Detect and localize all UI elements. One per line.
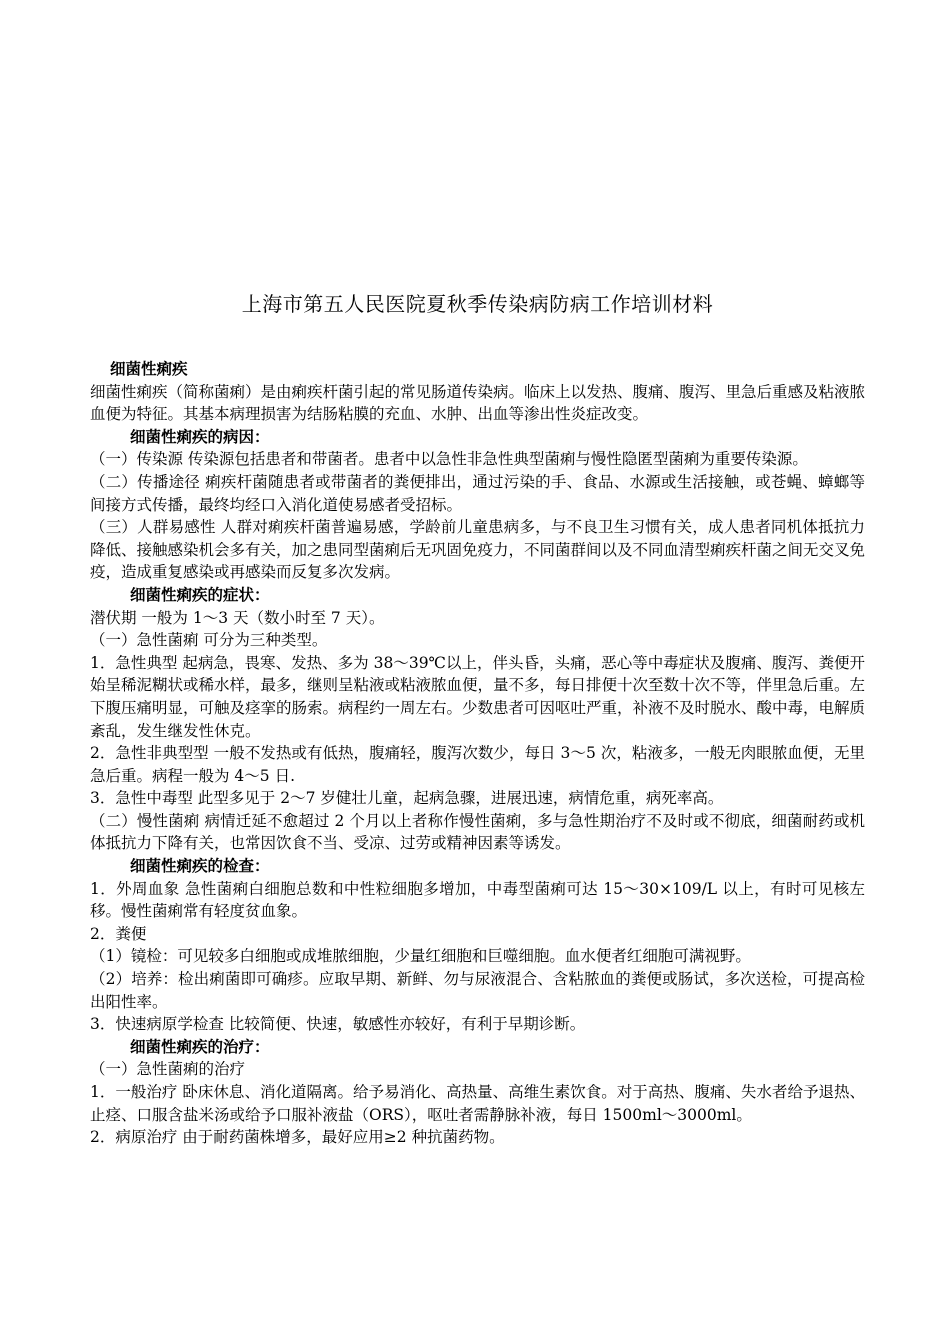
paragraph: （1）镜检：可见较多白细胞或成堆脓细胞，少量红细胞和巨噬细胞。血水便者红细胞可满视野。 (90, 947, 751, 966)
document-body (90, 358, 865, 1149)
paragraph: （二）传播途径 痢疾杆菌随患者或带菌者的粪便排出，通过污染的手、食品、水源或生活接触，或苍蝇、蟑螂等间接方式传播，最终均经口入消化道使易感者受招标。 (90, 472, 865, 514)
paragraph: 1．外周血象 急性菌痢白细胞总数和中性粒细胞多增加，中毒型菌痢可达 15～30×109/L 以上，有时可见核左移。慢性菌痢常有轻度贫血象。 (90, 879, 865, 921)
subsection-heading: 细菌性痢疾的检查： (130, 857, 270, 876)
paragraph: 2．粪便 (90, 924, 147, 943)
paragraph: （二）慢性菌痢 病情迁延不愈超过 2 个月以上者称作慢性菌痢，多与急性期治疗不及时或不彻底，细菌耐药或机体抵抗力下降有关，也常因饮食不当、受凉、过劳或精神因素等诱发。 (90, 811, 865, 853)
paragraph: （2）培养：检出痢菌即可确疹。应取早期、新鲜、勿与尿液混合、含粘脓血的粪便或肠试，多次送检，可提高检出阳性率。 (90, 970, 865, 1011)
paragraph: （一）传染源 传染源包括患者和带菌者。患者中以急性非急性典型菌痢与慢性隐匿型菌痢为重要传染源。 (90, 450, 808, 469)
paragraph: 1．一般治疗 卧床休息、消化道隔离。给予易消化、高热量、高维生素饮食。对于高热、腹痛、失水者给予退热、止痉、口服含盐米汤或给予口服补液盐（ORS），呕吐者需静脉补液，每日 1500ml～3000ml。 (90, 1083, 865, 1124)
paragraph: 潜伏期 一般为 1～3 天（数小时至 7 天）。 (90, 608, 385, 627)
paragraph: （一）急性菌痢 可分为三种类型。 (90, 631, 328, 650)
document-title: 上海市第五人民医院夏秋季传染病防病工作培训材料 (241, 292, 714, 316)
paragraph: 3．急性中毒型 此型多见于 2～7 岁健壮儿童，起病急骤，进展迅速，病情危重，病死率高。 (90, 789, 724, 808)
subsection-heading: 细菌性痢疾的治疗： (130, 1037, 270, 1056)
paragraph: 1．急性典型 起病急，畏寒、发热、多为 38～39℃以上，伴头昏，头痛，恶心等中毒症状及腹痛、腹泻、粪便开始呈稀泥糊状或稀水样，最多，继则呈粘液或粘液脓血便，量不多，每日排便十次至数十次不等，伴里急后重。左下腹压痛明显，可触及痉挛的肠索。病程约一周左右。少数患者可因呕吐严重，补液不及时脱水、酸中毒，电解质紊乱，发生继发性休克。 (90, 653, 866, 740)
paragraph: （一）急性菌痢的治疗 (90, 1060, 246, 1079)
paragraph: 3．快速病原学检查 比较简便、快速，敏感性亦较好，有利于早期诊断。 (90, 1015, 586, 1034)
paragraph: 2．病原治疗 由于耐药菌株增多，最好应用≥2 种抗菌药物。 (90, 1128, 505, 1147)
section-heading: 细菌性痢疾 (110, 360, 188, 378)
subsection-heading: 细菌性痢疾的症状： (130, 585, 270, 604)
paragraph: （三）人群易感性 人群对痢疾杆菌普遍易感，学龄前儿童患病多，与不良卫生习惯有关，成人患者同机体抵抗力降低、接触感染机会多有关，加之患同型菌痢后无巩固免疫力，不同菌群间以及不同血清型痢疾杆菌之间无交叉免疫，造成重复感染或再感染而反复多次发病。 (90, 518, 866, 582)
subsection-heading: 细菌性痢疾的病因： (130, 427, 270, 446)
paragraph: 细菌性痢疾（简称菌痢）是由痢疾杆菌引起的常见肠道传染病。临床上以发热、腹痛、腹泻、里急后重感及粘液脓血便为特征。其基本病理损害为结肠粘膜的充血、水肿、出血等渗出性炎症改变。 (90, 382, 866, 424)
paragraph: 2．急性非典型型 一般不发热或有低热，腹痛轻，腹泻次数少，每日 3～5 次，粘液多，一般无肉眼脓血便，无里急后重。病程一般为 4～5 日. (90, 744, 865, 785)
